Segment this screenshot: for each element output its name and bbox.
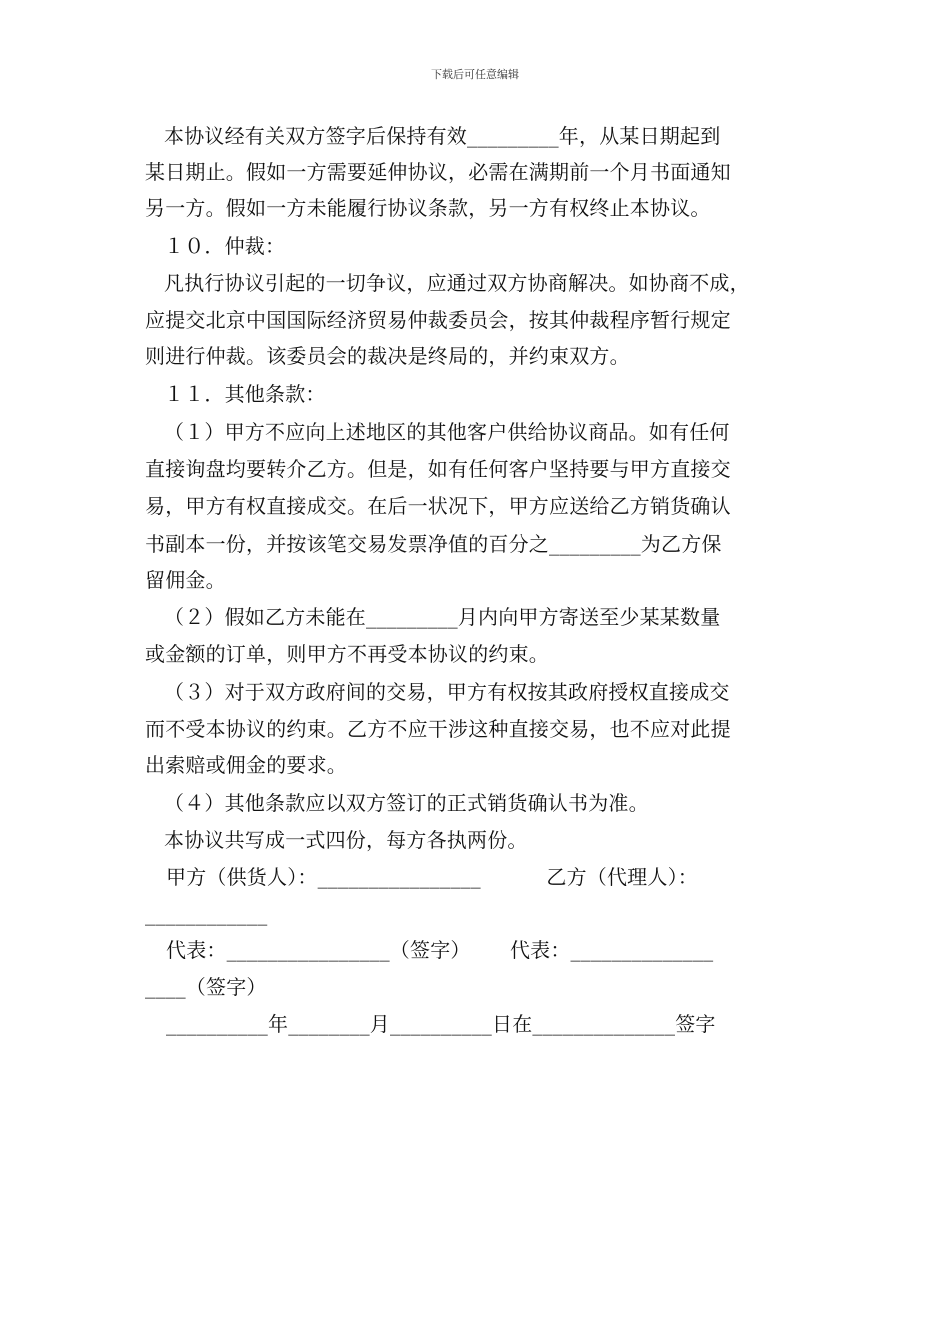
clause-10-heading: １０．仲裁：: [164, 234, 286, 258]
representative-b-sign: ____（签字）: [145, 975, 267, 999]
representatives-line: 代表：________________（签字） 代表：______________: [166, 938, 714, 962]
clause-11-2-line-1: （２）假如乙方未能在_________月内向甲方寄送至少某某数量: [164, 605, 721, 629]
clause-9-validity-line-1: 本协议经有关双方签字后保持有效_________年，从某日期起到: [164, 124, 721, 148]
clause-9-validity-line-2: 某日期止。假如一方需要延伸协议，必需在满期前一个月书面通知: [145, 160, 731, 184]
signing-date-place-line: __________年________月__________日在______________签字: [166, 1012, 716, 1036]
party-a-b-line: 甲方（供货人）：________________ 乙方（代理人）：: [166, 865, 698, 889]
clause-11-3-line-3: 出索赔或佣金的要求。: [145, 753, 347, 777]
clause-11-1-line-2: 直接询盘均要转介乙方。但是，如有任何客户坚持要与甲方直接交: [145, 457, 731, 481]
clause-10-line-1: 凡执行协议引起的一切争议，应通过双方协商解决。如协商不成，: [164, 271, 750, 295]
clause-11-3-line-2: 而不受本协议的约束。乙方不应干涉这种直接交易，也不应对此提: [145, 717, 731, 741]
clause-11-1-line-1: （１）甲方不应向上述地区的其他客户供给协议商品。如有任何: [164, 420, 730, 444]
clause-11-1-line-3: 易，甲方有权直接成交。在后一状况下，甲方应送给乙方销货确认: [145, 494, 731, 518]
clause-10-line-3: 则进行仲裁。该委员会的裁决是终局的，并约束双方。: [145, 344, 630, 368]
clause-11-1-line-5: 留佣金。: [145, 568, 226, 592]
clause-9-validity-line-3: 另一方。假如一方未能履行协议条款，另一方有权终止本协议。: [145, 196, 711, 220]
copies-statement: 本协议共写成一式四份，每方各执两份。: [164, 828, 528, 852]
clause-11-2-line-2: 或金额的订单，则甲方不再受本协议的约束。: [145, 642, 549, 666]
clause-11-1-line-4: 书副本一份，并按该笔交易发票净值的百分之_________为乙方保: [145, 532, 722, 556]
clause-11-3-line-1: （３）对于双方政府间的交易，甲方有权按其政府授权直接成交: [164, 680, 730, 704]
clause-10-line-2: 应提交北京中国国际经济贸易仲裁委员会，按其仲裁程序暂行规定: [145, 308, 731, 332]
party-b-blank: ____________: [145, 902, 268, 926]
clause-11-4-line: （４）其他条款应以双方签订的正式销货确认书为准。: [164, 791, 649, 815]
clause-11-heading: １１．其他条款：: [164, 382, 326, 406]
page-header-note: 下载后可任意编辑: [431, 68, 519, 81]
